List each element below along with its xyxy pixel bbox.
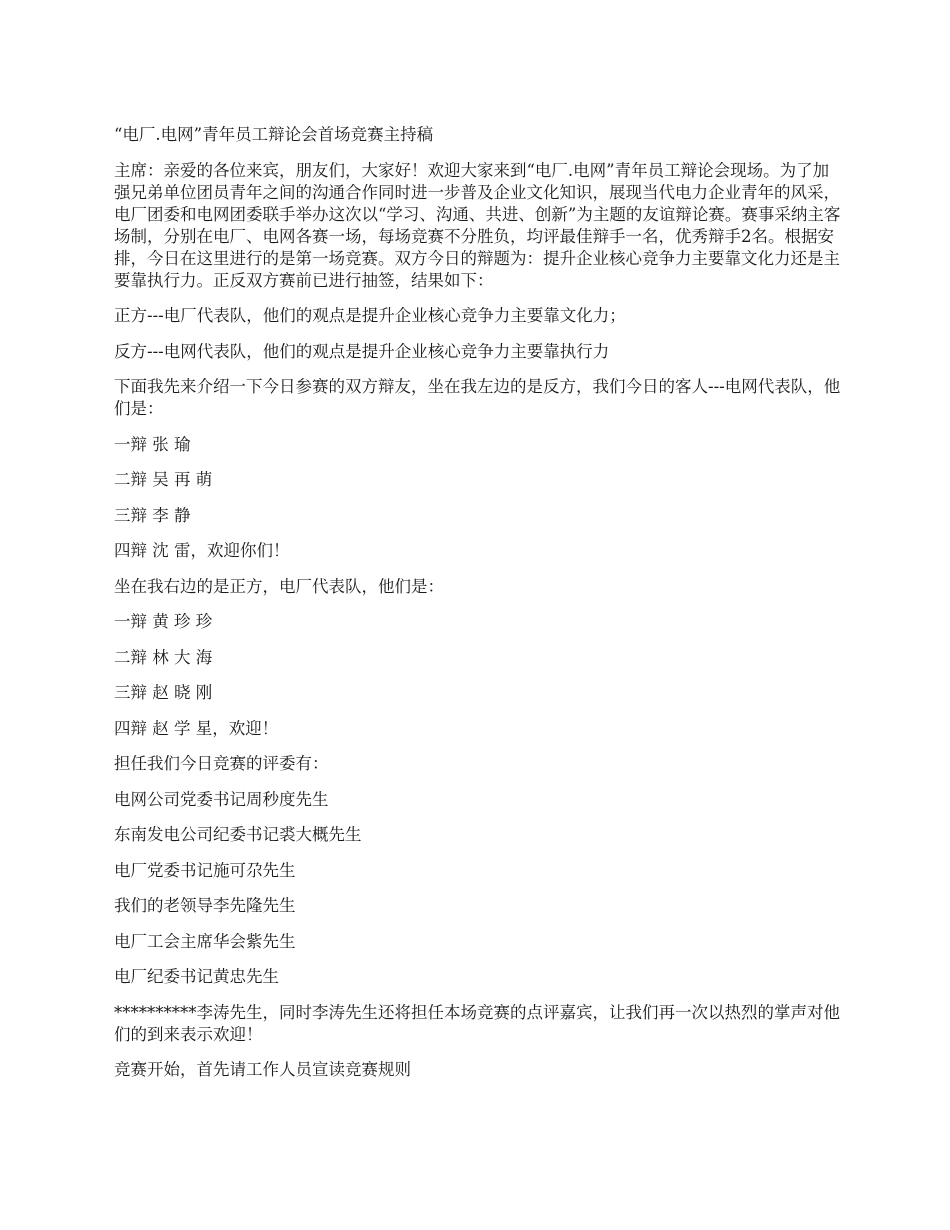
con-debater-line: 三辩 李 静 <box>114 505 191 525</box>
judge-line: 电厂纪委书记黄忠先生 <box>114 967 279 986</box>
judge-line: 东南发电公司纪委书记裘大概先生 <box>114 825 362 844</box>
document-page <box>114 124 844 1095</box>
pro-debater-line: 四辩 赵 学 星，欢迎！ <box>114 718 279 738</box>
pro-debater-line: 一辩 黄 珍 珍 <box>114 612 213 631</box>
guest-remark-paragraph: **********李涛先生，同时李涛先生还将担任本场竞赛的点评嘉宾，让我们再一次以热烈的掌声对他们的到来表示欢迎！ <box>114 1002 840 1044</box>
con-side-paragraph: 反方---电网代表队，他们的观点是提升企业核心竞争力主要靠执行力 <box>114 341 610 361</box>
con-debater-line: 一辩 张 瑜 <box>114 434 191 454</box>
document-title: “电厂.电网”青年员工辩论会首场竞赛主持稿 <box>114 125 434 144</box>
judge-line: 电网公司党委书记周秒度先生 <box>114 789 329 809</box>
intro-paragraph: 主席：亲爱的各位来宾，朋友们，大家好！欢迎大家来到“电厂.电网”青年员工辩论会现场。为了加强兄弟单位团员青年之间的沟通合作同时进一步普及企业文化知识，展现当代电力企业青年的风采，电厂团委和电网团委联手举办这次以“学习、沟通、共进、创新”为主题的友谊辩论赛。赛事采纳主客场制，分别在电厂、电网各赛一场，每场竞赛不分胜负，均评最佳辩手一名，优秀辩手2名。根据安排，今日在这里进行的是第一场竞赛。双方今日的辩题为：提升企业核心竞争力主要靠文化力还是主要靠执行力。正反双方赛前已进行抽签，结果如下： <box>114 160 841 290</box>
pro-debater-line: 三辩 赵 晓 刚 <box>114 683 213 702</box>
judges-intro-paragraph: 担任我们今日竞赛的评委有： <box>114 754 329 773</box>
con-debater-line: 四辩 沈 雷，欢迎你们！ <box>114 541 290 560</box>
judge-line: 电厂党委书记施可尕先生 <box>114 860 296 880</box>
judge-line: 电厂工会主席华会紫先生 <box>114 931 296 951</box>
judge-line: 我们的老领导李先隆先生 <box>114 896 296 915</box>
intro-pro-team-paragraph: 坐在我右边的是正方，电厂代表队，他们是： <box>114 576 444 596</box>
start-paragraph: 竞赛开始，首先请工作人员宣读竞赛规则 <box>114 1060 411 1079</box>
pro-debater-line: 二辩 林 大 海 <box>114 647 213 667</box>
pro-side-paragraph: 正方---电厂代表队，他们的观点是提升企业核心竞争力主要靠文化力； <box>114 306 626 325</box>
intro-con-team-paragraph: 下面我先来介绍一下今日参赛的双方辩友，坐在我左边的是反方，我们今日的客人---电网代表队，他们是： <box>114 377 841 418</box>
con-debater-line: 二辩 吴 再 萌 <box>114 470 213 489</box>
